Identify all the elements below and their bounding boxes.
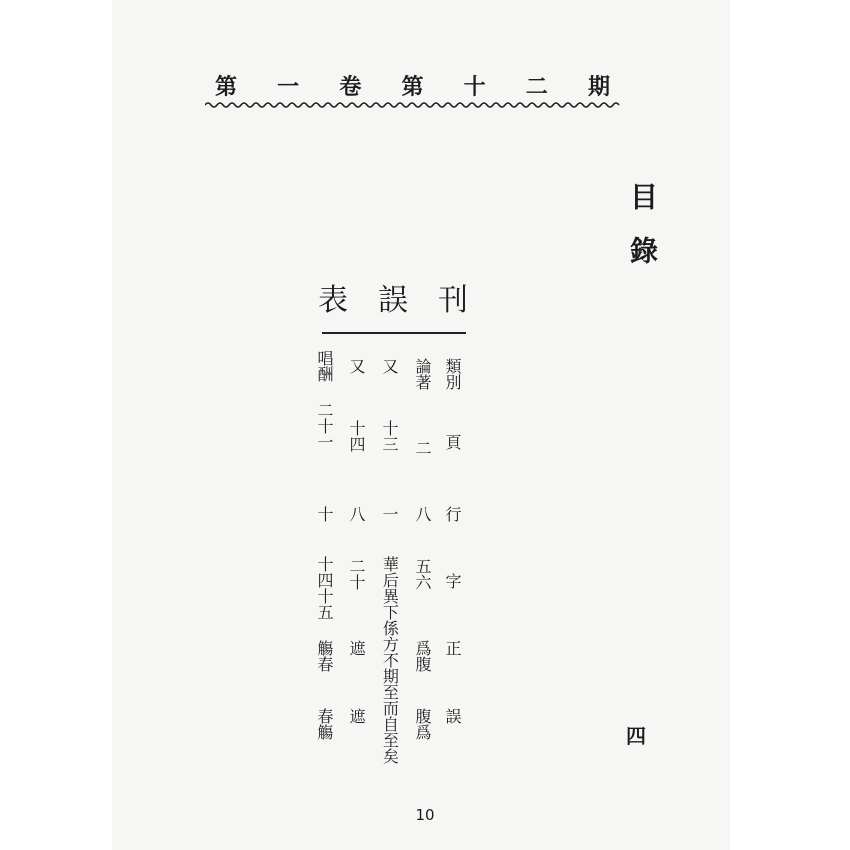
header-char: 第 [215, 74, 238, 100]
row-char: 五六 [413, 558, 432, 590]
header-correct: 正 [443, 640, 462, 656]
row-char: 二十 [347, 558, 366, 590]
header-char: 字 [443, 573, 462, 589]
header-line: 行 [443, 506, 462, 522]
row-note: 華后異下係方不期至而自至矣 [380, 556, 400, 764]
row-correct: 遮 [347, 640, 366, 656]
row-category: 論著 [413, 358, 432, 390]
header-char: 十 [463, 74, 486, 100]
row-char: 十四十五 [315, 556, 334, 620]
row-correct: 爲腹 [413, 640, 432, 672]
row-page: 十三 [380, 420, 399, 452]
page-number: 10 [415, 806, 435, 824]
row-line: 十 [315, 506, 334, 522]
header-char: 期 [587, 74, 610, 100]
row-wrong: 腹爲 [413, 708, 432, 740]
header-char: 二 [525, 74, 548, 100]
running-header [215, 70, 610, 101]
row-category: 又 [347, 358, 366, 374]
row-category: 唱酬 [315, 350, 334, 382]
title-char: 誤 [378, 283, 408, 318]
header-wrong: 誤 [443, 708, 462, 724]
row-line: 一 [380, 506, 399, 522]
row-wrong: 春觴 [315, 708, 334, 740]
header-category: 類別 [443, 358, 462, 390]
row-page: 二 [413, 440, 432, 456]
row-line: 八 [347, 506, 366, 522]
row-correct: 觴春 [315, 640, 334, 672]
title-char: 刊 [438, 283, 468, 318]
table-title [318, 275, 468, 319]
row-page: 十四 [347, 420, 366, 452]
row-wrong: 遮 [347, 708, 366, 724]
header-char: 一 [277, 74, 300, 100]
title-rule [322, 332, 466, 334]
wavy-rule [205, 98, 620, 112]
title-char: 表 [318, 283, 348, 318]
header-page: 頁 [443, 434, 462, 450]
row-page: 二十一 [315, 402, 334, 450]
row-category: 又 [380, 358, 399, 374]
header-char: 卷 [339, 74, 362, 100]
header-char: 第 [401, 74, 424, 100]
row-line: 八 [413, 506, 432, 522]
side-page-number: 四 [626, 724, 646, 748]
side-heading: 目錄 [626, 182, 659, 290]
